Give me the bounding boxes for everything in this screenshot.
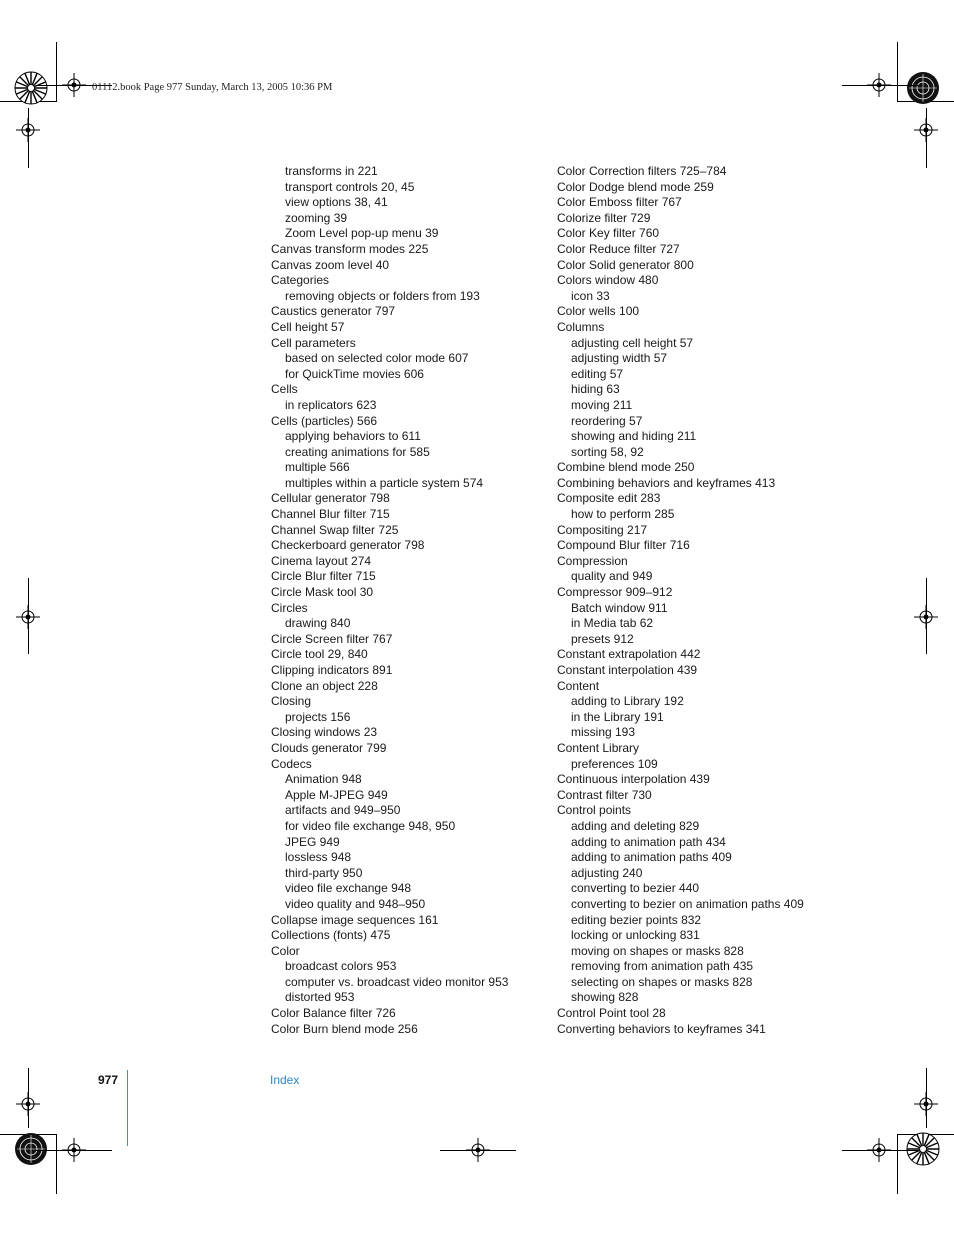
index-entry: Cell height 57 [271,319,345,334]
index-subentry: how to perform 285 [571,507,675,522]
index-subentry: for QuickTime movies 606 [285,366,424,381]
index-entry: Composite edit 283 [557,491,661,506]
crop-line [28,578,29,654]
index-subentry: adding to animation paths 409 [571,850,732,865]
index-subentry: third-party 950 [285,865,363,880]
index-entry: Color wells 100 [557,304,640,319]
crop-line [842,85,918,86]
index-subentry: based on selected color mode 607 [285,351,469,366]
index-entry: Circle Blur filter 715 [271,569,376,584]
index-entry: Cellular generator 798 [271,491,390,506]
index-entry: Checkerboard generator 798 [271,538,425,553]
index-subentry: computer vs. broadcast video monitor 953 [285,974,509,989]
index-entry: Canvas transform modes 225 [271,241,429,256]
index-subentry: moving on shapes or masks 828 [571,943,744,958]
index-entry: Circle Screen filter 767 [271,631,393,646]
footer-divider [127,1070,128,1146]
index-entry: Clouds generator 799 [271,740,387,755]
index-entry: Color Key filter 760 [557,226,660,241]
index-subentry: editing bezier points 832 [571,912,702,927]
crop-line [926,108,927,168]
index-entry: Color Emboss filter 767 [557,195,682,210]
index-entry: Content Library [557,740,640,755]
index-subentry: view options 38, 41 [285,195,388,210]
index-subentry: artifacts and 949–950 [285,803,401,818]
index-entry: Closing windows 23 [271,725,378,740]
crop-line [926,1068,927,1128]
index-subentry: for video file exchange 948, 950 [285,818,456,833]
index-subentry: presets 912 [571,631,634,646]
index-subentry: creating animations for 585 [285,444,430,459]
index-entry: Control Point tool 28 [557,1006,666,1021]
index-subentry: adjusting width 57 [571,351,668,366]
index-entry: Cells (particles) 566 [271,413,378,428]
index-subentry: transforms in 221 [285,164,378,178]
index-entry: Canvas zoom level 40 [271,257,390,272]
section-name: Index [270,1073,300,1087]
index-entry: Codecs [271,756,312,771]
index-entry: Combine blend mode 250 [557,460,695,475]
index-entry: Columns [557,319,605,334]
index-entry: Clone an object 228 [271,678,378,693]
index-subentry: video file exchange 948 [285,881,412,896]
index-subentry: transport controls 20, 45 [285,179,415,194]
index-subentry: converting to bezier 440 [571,881,700,896]
index-entry: Color Balance filter 726 [271,1006,396,1021]
index-entry: Converting behaviors to keyframes 341 [557,1021,766,1036]
index-entry: Continuous interpolation 439 [557,772,710,787]
index-subentry: adding to Library 192 [571,694,684,709]
index-column-right [557,164,857,1037]
index-entry: Circle Mask tool 30 [271,585,374,600]
crop-line [842,1150,918,1151]
index-entry: Compressor 909–912 [557,585,673,600]
index-subentry: preferences 109 [571,756,658,771]
print-header: 01112.book Page 977 Sunday, March 13, 2005 10:36 PM [92,82,333,93]
index-entry: Cell parameters [271,335,356,350]
index-subentry: moving 211 [571,397,633,412]
index-entry: Colors window 480 [557,273,659,288]
index-subentry: adding to animation path 434 [571,834,726,849]
index-entry: Compound Blur filter 716 [557,538,690,553]
page-number: 977 [98,1073,119,1087]
index-subentry: showing and hiding 211 [571,429,697,444]
index-subentry: quality and 949 [571,569,653,584]
index-subentry: in Media tab 62 [571,616,654,631]
index-entry: Closing [271,694,312,709]
index-subentry: locking or unlocking 831 [571,928,700,943]
index-subentry: distorted 953 [285,990,355,1005]
index-entry: Content [557,678,600,693]
index-entry: Compression [557,553,628,568]
index-subentry: applying behaviors to 611 [285,429,421,444]
index-subentry: removing objects or folders from 193 [285,288,480,303]
index-subentry: Zoom Level pop-up menu 39 [285,226,439,241]
index-entry: Cells [271,382,298,397]
index-subentry: Batch window 911 [571,600,668,615]
index-entry: Collections (fonts) 475 [271,928,391,943]
index-entry: Color Solid generator 800 [557,257,694,272]
crop-line [56,1134,57,1194]
crop-line [440,1150,516,1151]
index-entry: Color Reduce filter 727 [557,241,680,256]
index-entry: Collapse image sequences 161 [271,912,439,927]
crop-line [28,108,29,168]
index-subentry: removing from animation path 435 [571,959,754,974]
index-subentry: selecting on shapes or masks 828 [571,974,753,989]
index-entry: Color Burn blend mode 256 [271,1021,418,1036]
index-subentry: missing 193 [571,725,636,740]
index-entry: Combining behaviors and keyframes 413 [557,475,776,490]
index-subentry: sorting 58, 92 [571,444,644,459]
starburst-mark-icon [14,71,48,105]
index-entry: Colorize filter 729 [557,210,651,225]
index-subentry: reordering 57 [571,413,643,428]
index-subentry: Apple M-JPEG 949 [285,787,388,802]
index-subentry: multiple 566 [285,460,350,475]
index-entry: Clipping indicators 891 [271,663,393,677]
index-subentry: editing 57 [571,366,624,381]
index-column-left [271,164,531,1037]
index-subentry: multiples within a particle system 574 [285,475,484,490]
index-subentry: converting to bezier on animation paths 409 [571,896,804,911]
index-entry: Constant extrapolation 442 [557,647,701,662]
index-subentry: adjusting 240 [571,865,643,880]
index-entry: Circle tool 29, 840 [271,647,368,662]
crop-line [56,42,57,102]
index-entry: Constant interpolation 439 [557,663,698,677]
index-subentry: in the Library 191 [571,709,664,724]
index-entry: Categories [271,273,330,288]
index-entry: Caustics generator 797 [271,304,396,319]
index-entry: Channel Swap filter 725 [271,522,399,537]
index-subentry: JPEG 949 [285,834,340,849]
index-entry: Compositing 217 [557,522,648,537]
index-entry: Color Correction filters 725–784 [557,164,727,178]
index-subentry: icon 33 [571,288,610,303]
index-subentry: broadcast colors 953 [285,959,397,974]
dark-target-mark-icon [14,1132,48,1166]
index-entry: Color Dodge blend mode 259 [557,179,714,194]
index-entry: Circles [271,600,308,615]
dark-target-mark-icon [906,71,940,105]
index-entry: Cinema layout 274 [271,553,372,568]
index-subentry: Animation 948 [285,772,362,787]
crop-line [897,42,898,102]
index-subentry: projects 156 [285,709,351,724]
index-subentry: showing 828 [571,990,639,1005]
crop-line [36,1150,112,1151]
index-subentry: adding and deleting 829 [571,818,700,833]
index-subentry: zooming 39 [285,210,348,225]
index-subentry: lossless 948 [285,850,352,865]
index-subentry: adjusting cell height 57 [571,335,694,350]
index-entry: Channel Blur filter 715 [271,507,390,522]
index-subentry: video quality and 948–950 [285,896,426,911]
index-subentry: in replicators 623 [285,397,377,412]
crop-line [897,1134,898,1194]
index-subentry: drawing 840 [285,616,351,631]
crop-line [28,1068,29,1128]
crop-line [926,578,927,654]
index-entry: Contrast filter 730 [557,787,652,802]
index-entry: Control points [557,803,632,818]
starburst-mark-icon [906,1132,940,1166]
index-entry: Color [271,943,300,958]
index-subentry: hiding 63 [571,382,620,397]
